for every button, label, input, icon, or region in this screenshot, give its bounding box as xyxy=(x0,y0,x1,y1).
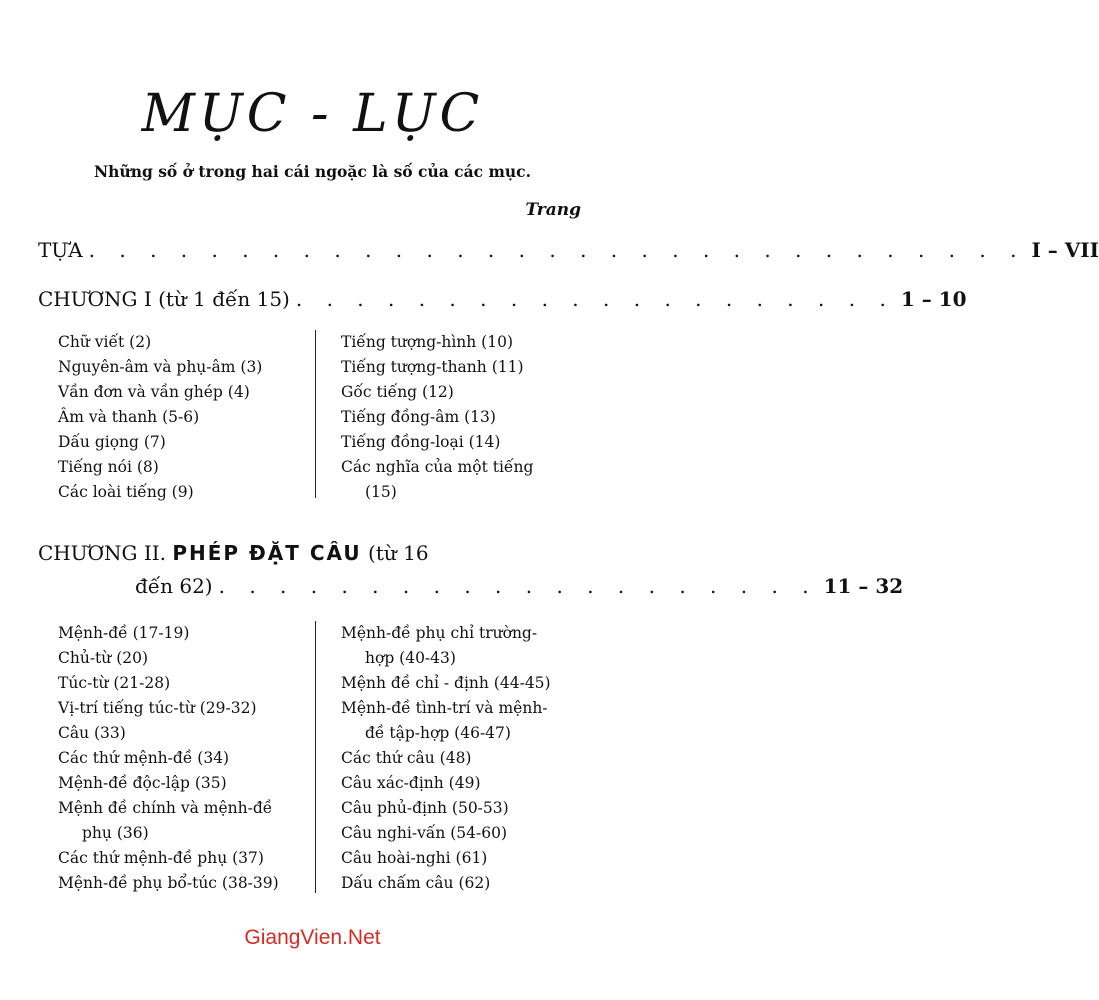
list-item: Chữ viết (2) xyxy=(58,333,152,351)
list-item: Các thứ mệnh-đề phụ (37) xyxy=(58,849,264,867)
toc-entry-tua xyxy=(38,238,1099,262)
list-item: Mệnh-đề độc-lập (35) xyxy=(58,774,227,792)
dot-leader: . . . . . . . . . . . . . . . . . . . . . . . . . . . . . . . xyxy=(88,238,1026,262)
toc-entry-chuong-2 xyxy=(38,541,429,565)
dot-leader: . . . . . . . . . . . . . . . . . . . . xyxy=(295,287,895,311)
chuong1-left-column xyxy=(58,330,262,505)
list-item: Các thứ câu (48) xyxy=(341,749,472,767)
toc-entry-chuong-1 xyxy=(38,287,967,311)
list-item: Mệnh-đề phụ bổ-túc (38-39) xyxy=(58,874,279,892)
list-item: Dấu giọng (7) xyxy=(58,433,166,451)
list-item: Câu phủ-định (50-53) xyxy=(341,799,509,817)
list-item: Mệnh-đề phụ chỉ trường- xyxy=(341,624,538,642)
list-item: Tiếng nói (8) xyxy=(58,458,159,476)
toc-entry-label-cont: đến 62) xyxy=(135,574,213,598)
list-item: Âm và thanh (5-6) xyxy=(58,408,200,426)
list-item: Câu xác-định (49) xyxy=(341,774,481,792)
list-item: phụ (36) xyxy=(82,824,149,842)
toc-entry-label: CHƯƠNG II. xyxy=(38,541,166,565)
list-item: Tiếng tượng-thanh (11) xyxy=(341,358,524,376)
chuong1-right-column xyxy=(341,330,533,505)
chuong2-left-column xyxy=(58,621,279,896)
list-item: Chủ-từ (20) xyxy=(58,649,149,667)
list-item: Tiếng đồng-âm (13) xyxy=(341,408,496,426)
column-divider xyxy=(315,621,316,893)
list-item: Gốc tiếng (12) xyxy=(341,383,454,401)
list-item: Các nghĩa của một tiếng xyxy=(341,458,534,476)
toc-entry-label: CHƯƠNG I (từ 1 đến 15) xyxy=(38,287,290,311)
list-item: Câu (33) xyxy=(58,724,126,742)
toc-entry-chuong-2-line2 xyxy=(135,574,904,598)
list-item: Tiếng tượng-hình (10) xyxy=(341,333,513,351)
watermark: GiangVien.Net xyxy=(244,926,381,949)
list-item: Câu hoài-nghi (61) xyxy=(341,849,488,867)
list-item: Các loài tiếng (9) xyxy=(58,483,194,501)
toc-entry-pages: 1 – 10 xyxy=(900,287,967,311)
toc-entry-pages: 11 – 32 xyxy=(823,574,904,598)
page-title: MỤC - LỤC xyxy=(141,84,484,144)
list-item: Tiếng đồng-loại (14) xyxy=(341,433,501,451)
toc-entry-label: TỰA xyxy=(38,238,83,262)
list-item: hợp (40-43) xyxy=(365,649,456,667)
list-item: Nguyên-âm và phụ-âm (3) xyxy=(58,358,263,376)
list-item: đề tập-hợp (46-47) xyxy=(365,724,511,742)
list-item: Mệnh-đề (17-19) xyxy=(58,624,190,642)
list-item: Túc-từ (21-28) xyxy=(58,674,171,692)
list-item: Vần đơn và vần ghép (4) xyxy=(58,383,250,401)
list-item: Vị-trí tiếng túc-từ (29-32) xyxy=(58,699,257,717)
chuong2-right-column xyxy=(341,621,551,896)
list-item: Mệnh đề chỉ - định (44-45) xyxy=(341,674,551,692)
toc-entry-label-bold: PHÉP ĐẶT CÂU xyxy=(172,541,362,565)
toc-entry-pages: I – VII xyxy=(1031,238,1099,262)
list-item: Mệnh-đề tình-trí và mệnh- xyxy=(341,699,548,717)
list-item: Mệnh đề chính và mệnh-đề xyxy=(58,799,273,817)
page-column-label: Trang xyxy=(525,200,581,220)
toc-entry-label-suffix: (từ 16 xyxy=(368,541,429,565)
column-divider xyxy=(315,330,316,498)
list-item: (15) xyxy=(365,483,397,501)
list-item: Các thứ mệnh-đề (34) xyxy=(58,749,230,767)
list-item: Dấu chấm câu (62) xyxy=(341,874,491,892)
toc-note: Những số ở trong hai cái ngoặc là số của các mục. xyxy=(93,162,531,181)
list-item: Câu nghi-vấn (54-60) xyxy=(341,824,508,842)
dot-leader: . . . . . . . . . . . . . . . . . . . . xyxy=(218,574,818,598)
